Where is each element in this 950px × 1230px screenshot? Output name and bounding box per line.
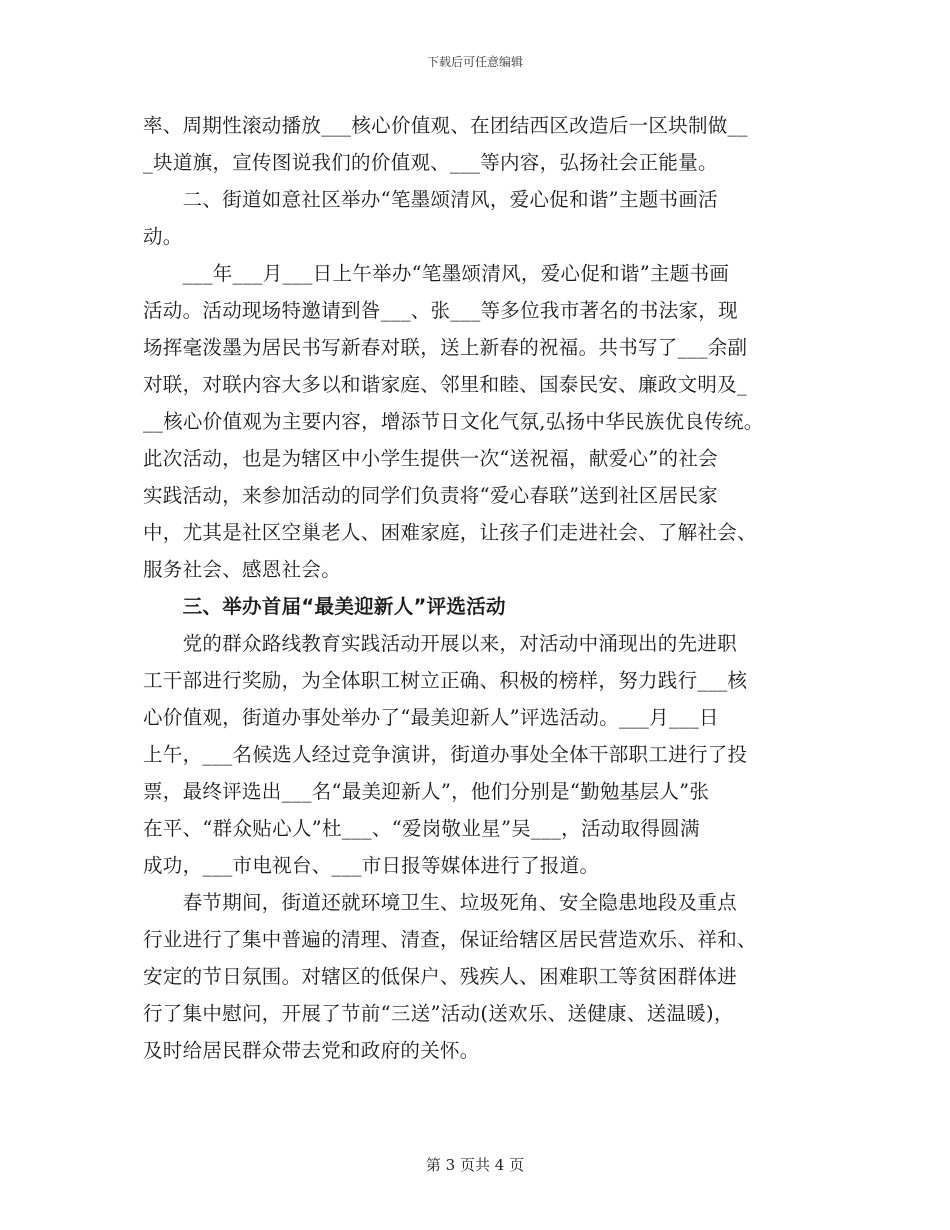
text-line: ___年___月___日上午举办“笔墨颂清风，爱心促和谐”主题书画 <box>143 262 730 285</box>
text-line: 场挥毫泼墨为居民书写新春对联，送上新春的祝福。共书写了___余副 <box>143 336 748 359</box>
text-line: 行了集中慰问，开展了节前“三送”活动(送欢乐、送健康、送温暖)， <box>143 1002 734 1025</box>
text-line: 服务社会、感恩社会。 <box>143 558 342 581</box>
text-line: 党的群众路线教育实践活动开展以来，对活动中涌现出的先进职 <box>143 632 738 655</box>
text-line: 成功，___市电视台、___市日报等媒体进行了报道。 <box>143 854 600 877</box>
text-line: __核心价值观为主要内容，增添节日文化气氛,弘扬中华民族优良传统。 <box>143 410 764 433</box>
text-line: 及时给居民群众带去党和政府的关怀。 <box>143 1039 480 1062</box>
section-heading: 三、举办首届“最美迎新人”评选活动 <box>143 595 506 618</box>
text-line: 活动。活动现场特邀请到昝___、张___等多位我市著名的书法家，现 <box>143 299 738 322</box>
text-line: 春节期间，街道还就环境卫生、垃圾死角、安全隐患地段及重点 <box>143 891 738 914</box>
text-line: 动。 <box>143 225 183 248</box>
text-line: 中，尤其是社区空巢老人、困难家庭，让孩子们走进社会、了解社会、 <box>143 521 757 544</box>
text-line: 在平、“群众贴心人”杜___、“爱岗敬业星”吴___，活动取得圆满 <box>143 817 700 840</box>
page-header: 下载后可任意编辑 <box>426 55 523 69</box>
text-line: 率、周期性滚动播放___核心价值观、在团结西区改造后一区块制做__ <box>143 114 748 137</box>
text-line: 行业进行了集中普遍的清理、清查，保证给辖区居民营造欢乐、祥和、 <box>143 928 757 951</box>
page-number-footer: 第 3 页共 4 页 <box>425 1156 525 1174</box>
text-line: _块道旗，宣传图说我们的价值观、___等内容，弘扬社会正能量。 <box>143 151 718 174</box>
text-line: 安定的节日氛围。对辖区的低保户、残疾人、困难职工等贫困群体进 <box>143 965 738 988</box>
text-line: 实践活动，来参加活动的同学们负责将“爱心春联”送到社区居民家 <box>143 484 718 507</box>
text-line: 对联，对联内容大多以和谐家庭、邻里和睦、国泰民安、廉政文明及_ <box>143 373 748 396</box>
text-line: 此次活动，也是为辖区中小学生提供一次“送祝福，献爱心”的社会 <box>143 447 718 470</box>
text-line: 心价值观，街道办事处举办了“最美迎新人”评选活动。___月___日 <box>143 706 719 729</box>
text-line: 票，最终评选出___名“最美迎新人”，他们分别是“勤勉基层人”张 <box>143 780 710 803</box>
text-line: 工干部进行奖励，为全体职工树立正确、积极的榜样，努力践行___核 <box>143 669 748 692</box>
text-line: 上午，___名候选人经过竞争演讲，街道办事处全体干部职工进行了投 <box>143 743 748 766</box>
text-line: 二、街道如意社区举办“笔墨颂清风，爱心促和谐”主题书画活 <box>143 188 718 211</box>
